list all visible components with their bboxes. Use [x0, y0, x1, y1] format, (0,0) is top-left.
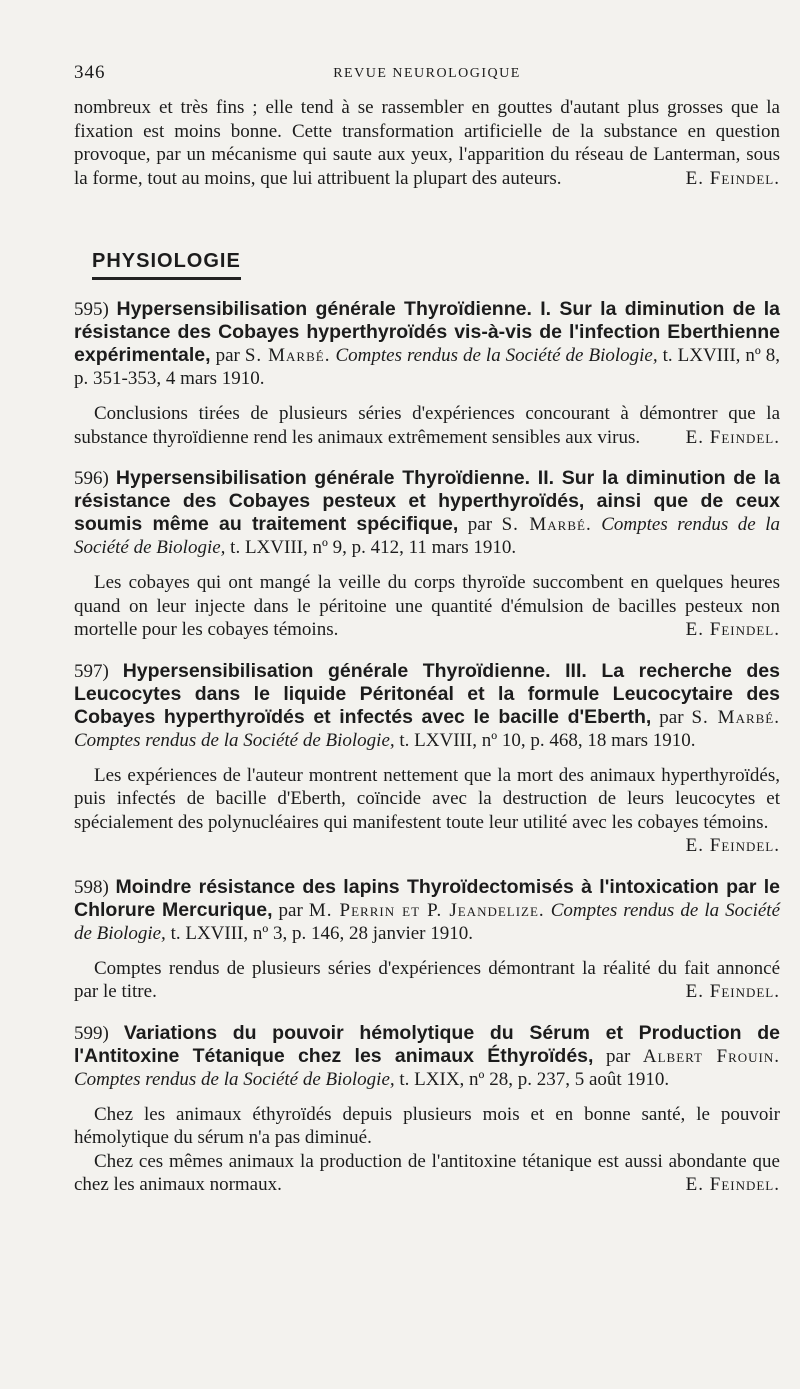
signature: E. Feindel.: [685, 426, 780, 448]
entry: [74, 298, 780, 449]
entry-source: Comptes rendus de la Société de Biologie,: [74, 899, 780, 944]
entry-by: par: [215, 345, 240, 366]
entry-heading: [74, 298, 780, 390]
entry-text: Chez ces mêmes animaux la production de l'antitoxine tétanique est aussi abondante que chez les animaux normaux.: [74, 1150, 780, 1195]
signature: E. Feindel.: [685, 835, 780, 856]
entry-abstract: [74, 571, 780, 642]
signature: E. Feindel.: [685, 167, 780, 189]
entry-title: Moindre résistance des lapins Thyroïdectomisés à l'intoxication par le Chlorure Mercurique,: [74, 875, 780, 921]
entry-text: Comptes rendus de plusieurs séries d'expériences démontrant la réalité du fait annoncé par le titre.: [74, 957, 780, 1002]
entry-text: Les expériences de l'auteur montrent nettement que la mort des animaux hyperthyroïdés, puis infectés de bacille d'Eberth, coïncide avec la destruction de leurs leucocytes et spécialement des polynucléaires qui manifestent toute leur utilité avec les cobayes témoins.: [74, 764, 780, 833]
entry-authors: M. Perrin et P. Jeandelize.: [308, 899, 545, 921]
entry-heading: [74, 660, 780, 752]
section-title: PHYSIOLOGIE: [92, 250, 241, 280]
entry-abstract: [74, 1150, 780, 1197]
entry: [74, 876, 780, 1004]
entry-heading: [74, 467, 780, 559]
entry-citation: t. LXIX, nº 28, p. 237, 5 août 1910.: [399, 1068, 670, 1090]
entry-by: par: [467, 514, 493, 535]
entry-by: par: [659, 706, 684, 728]
entry-number: 598): [74, 876, 109, 898]
entry-by: par: [606, 1045, 631, 1067]
entry: [74, 660, 780, 858]
entry-authors: Albert Frouin.: [642, 1045, 781, 1067]
entry-citation: t. LXVIII, nº 3, p. 146, 28 janvier 1910.: [170, 922, 474, 944]
signature: E. Feindel.: [685, 981, 780, 1002]
entry-text: Chez les animaux éthyroïdés depuis plusieurs mois et en bonne santé, le pouvoir hémolytique du sérum n'a pas diminué.: [74, 1103, 780, 1148]
signature: E. Feindel.: [685, 619, 780, 640]
entry-citation: t. LXVIII, nº 9, p. 412, 11 mars 1910.: [230, 537, 517, 558]
entry-heading: [74, 876, 780, 945]
page-number: 346: [74, 62, 106, 83]
entry-abstract: [74, 1103, 780, 1150]
entry-number: 597): [74, 660, 109, 682]
entry-citation: t. LXVIII, nº 10, p. 468, 18 mars 1910.: [399, 729, 696, 751]
entry-authors: S. Marbé.: [691, 706, 781, 728]
entry-source: Comptes rendus de la Société de Biologie,: [74, 729, 395, 751]
body-text: [74, 96, 780, 1197]
entry-by: par: [278, 899, 303, 921]
entry-title: Variations du pouvoir hémolytique du Sérum et Production de l'Antitoxine Tétanique chez les animaux Éthyroïdés,: [74, 1021, 781, 1067]
entry-source: Comptes rendus de la Société de Biologie,: [74, 514, 781, 558]
journal-title: REVUE NEUROLOGIQUE: [333, 66, 521, 81]
entry-number: 595): [74, 299, 109, 320]
entry-title: Hypersensibilisation générale Thyroïdienne. I. Sur la diminution de la résistance des Cobayes hyperthyroïdés vis-à-vis de l'infection Eberthienne expérimentale,: [74, 298, 781, 366]
entry-text: Les cobayes qui ont mangé la veille du corps thyroïde succombent en quelques heures quand on leur injecte dans le péritoine une quantité d'émulsion de bacilles pesteux non mortelle pour les cobayes témoins.: [74, 572, 780, 640]
intro-text: nombreux et très fins ; elle tend à se rassembler en gouttes d'autant plus grosses que la fixation est moins bonne. Cette transformation artificielle de la substance en question provoque, par un mécanisme qui saute aux yeux, l'apparition du réseau de Lanterman, sous la forme, tout au moins, que lui attribuent la plupart des auteurs.: [74, 97, 780, 189]
entry-title: Hypersensibilisation générale Thyroïdienne. III. La recherche des Leucocytes dans le liquide Péritonéal et la formule Leucocytaire des Cobayes hyperthyroïdés et infectés avec le bacille d'Eberth,: [74, 659, 780, 728]
entry-source: Comptes rendus de la Société de Biologie,: [335, 345, 658, 366]
intro-paragraph: [74, 96, 780, 190]
entry-title: Hypersensibilisation générale Thyroïdienne. II. Sur la diminution de la résistance des Cobayes pesteux et hyperthyroïdés, ainsi que de ceux soumis même au traitement spécifique,: [74, 467, 780, 535]
entry-abstract: [74, 957, 780, 1004]
entry-heading: [74, 1022, 780, 1091]
entry: [74, 1022, 780, 1197]
entry-number: 599): [74, 1022, 109, 1044]
entry-authors: S. Marbé.: [501, 514, 592, 535]
entry-text: Conclusions tirées de plusieurs séries d'expériences concourant à démontrer que la substance thyroïdienne rend les animaux extrêmement sensibles aux virus.: [74, 403, 780, 448]
entry-source: Comptes rendus de la Société de Biologie,: [74, 1068, 395, 1090]
entry-abstract: [74, 764, 780, 858]
entry-abstract: [74, 402, 780, 449]
running-head: [74, 62, 780, 86]
signature: E. Feindel.: [685, 1174, 780, 1195]
entry-citation: t. LXVIII, nº 8, p. 351-353, 4 mars 1910.: [74, 345, 781, 389]
entry-authors: S. Marbé.: [244, 345, 331, 366]
entry: [74, 467, 780, 642]
entry-number: 596): [74, 468, 109, 489]
